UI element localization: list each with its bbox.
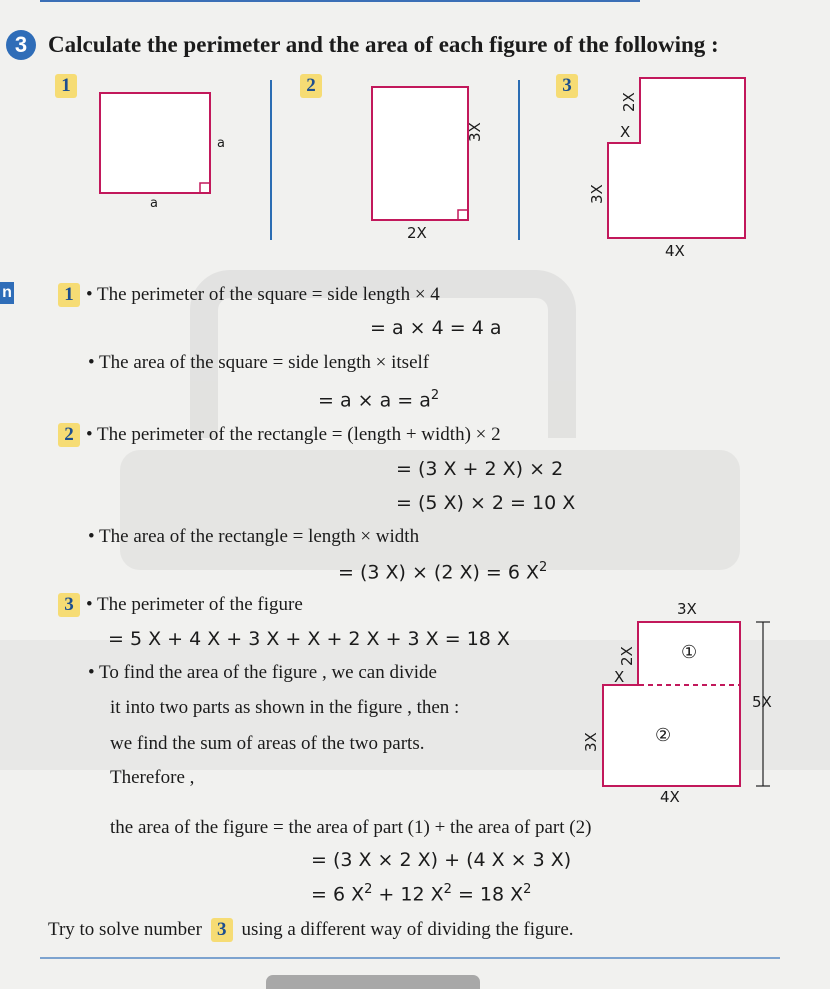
figure-1-square — [100, 93, 210, 193]
solution-1-area-eq-base: = a × a = a — [318, 389, 431, 412]
solution-2-area-eq-base: = (3 X) × (2 X) = 6 X — [338, 561, 540, 584]
solution-3-area-eq2-c: = 18 X — [451, 883, 524, 906]
question-number: 3 — [6, 30, 36, 60]
solution-2-area-text: • The area of the rectangle = length × width — [88, 526, 420, 547]
diagram-notch-label: X — [614, 668, 625, 686]
solution-2-perimeter-eq2: = (5 X) × 2 = 10 X — [396, 492, 576, 514]
solution-2-badge: 2 — [58, 423, 80, 447]
figure-3-bottom-label: 4X — [665, 242, 685, 260]
solution-3-area-text: the area of the figure = the area of part (1) + the area of part (2) — [110, 817, 592, 838]
diagram-bottom-label: 4X — [660, 788, 680, 806]
figure-2-side-label: 3X — [466, 122, 484, 142]
figure-3-number: 3 — [556, 74, 578, 98]
figure-1-side-label: a — [217, 136, 225, 151]
diagram-part-2: ② — [655, 725, 672, 746]
solution-3-area-eq2-exp1: 2 — [364, 882, 373, 897]
figure-1-bottom-label: a — [150, 196, 158, 211]
solution-3-perimeter-eq: = 5 X + 4 X + 3 X + X + 2 X + 3 X = 18 X — [108, 628, 510, 650]
figure-2-rectangle — [372, 87, 468, 220]
margin-tab-text: n — [2, 284, 12, 301]
solution-3-area-eq2-exp3: 2 — [523, 882, 532, 897]
solution-1-area-eq — [318, 388, 439, 411]
figure-2-number: 2 — [300, 74, 322, 98]
figure-2-bottom-label: 2X — [407, 224, 427, 242]
figure-3-left-label: 3X — [588, 184, 606, 204]
footer-instruction — [48, 918, 574, 942]
solution-3-divide-line3: we find the sum of areas of the two parts. — [110, 733, 425, 754]
solution-2-perimeter-eq1: = (3 X + 2 X) × 2 — [396, 458, 564, 480]
solution-3-badge: 3 — [58, 593, 80, 617]
diagram-left-label: 3X — [582, 732, 600, 752]
diagram-top-label: 3X — [677, 600, 697, 618]
solution-1-area-eq-exp: 2 — [430, 388, 440, 403]
diagram-right-label: 5X — [752, 693, 772, 711]
question-title: Calculate the perimeter and the area of each figure of the following : — [48, 32, 719, 57]
diagram-notch-side-label: 2X — [618, 646, 636, 666]
solution-3-area-eq1: = (3 X × 2 X) + (4 X × 3 X) — [311, 849, 572, 871]
solution-3-divide-line1: • To find the area of the figure , we can divide — [88, 662, 437, 683]
solution-3-area-eq2-exp2: 2 — [443, 882, 452, 897]
solution-3-area-eq2-a: = 6 X — [311, 883, 365, 906]
bottom-rule — [40, 957, 780, 959]
solution-1-area-text: • The area of the square = side length × itself — [88, 352, 430, 373]
solution-3-area-eq2-b: + 12 X — [372, 883, 444, 906]
solution-2-area-eq-exp: 2 — [539, 560, 548, 575]
figure-1-number: 1 — [55, 74, 77, 98]
footer-badge: 3 — [211, 918, 233, 942]
diagram-part-1: ① — [681, 642, 698, 663]
figure-3-top-side-label: 2X — [620, 92, 638, 112]
solution-1-badge: 1 — [58, 283, 80, 307]
figure-3-notch-label: X — [620, 123, 631, 141]
solution-3-perimeter-text: • The perimeter of the figure — [86, 594, 303, 615]
scroll-handle[interactable] — [266, 975, 480, 989]
solution-1-perimeter-eq: = a × 4 = 4 a — [370, 317, 502, 339]
footer-text-before: Try to solve number — [48, 919, 202, 940]
solution-2-perimeter-text: • The perimeter of the rectangle = (length + width) × 2 — [86, 424, 501, 445]
solution-3-therefore: Therefore , — [110, 767, 195, 788]
margin-tab — [0, 282, 14, 304]
solution-3-area-eq2 — [311, 882, 531, 905]
solution-1-perimeter-text: • The perimeter of the square = side length × 4 — [86, 284, 440, 305]
solution-2-area-eq — [338, 560, 547, 583]
solution-3-divide-line2: it into two parts as shown in the figure , then : — [110, 697, 460, 718]
footer-text-after: using a different way of dividing the figure. — [241, 919, 574, 940]
